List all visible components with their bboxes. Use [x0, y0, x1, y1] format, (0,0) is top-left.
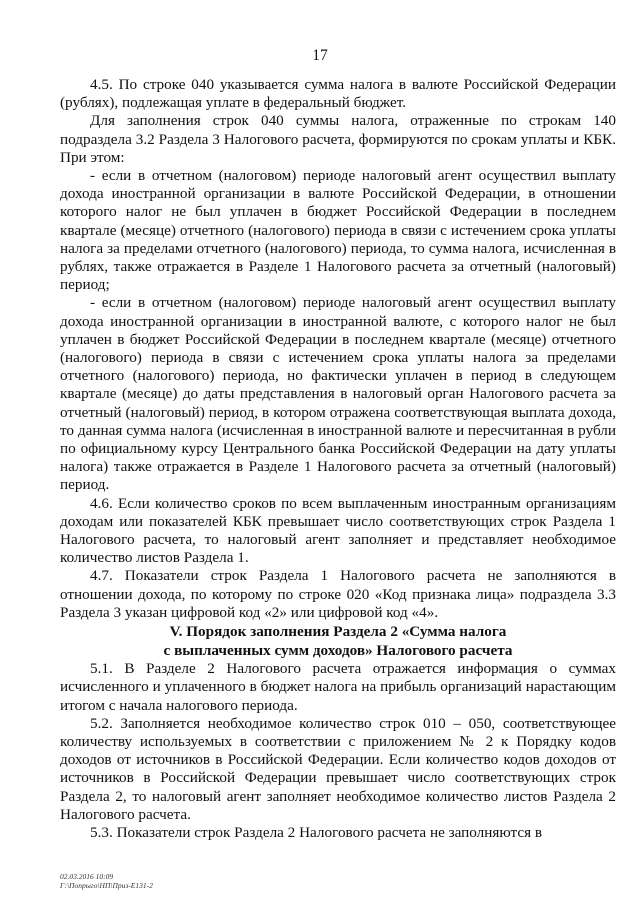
paragraph-4-6: 4.6. Если количество сроков по всем выплаченным иностранным организациям доходам или показателей КБК превышает число соответствующих строк Раздела 1 Налогового расчета, то налоговый агент заполняет и представляет необходимое количество листов Раздела 1.	[60, 494, 616, 567]
paragraph-foreign-currency-case: - если в отчетном (налоговом) периоде налоговый агент осуществил выплату дохода иностранной организации в иностранной валюте, с которого налог не был уплачен в бюджет Российской Федерации в последнем квартале (месяце) отчетного (налогового) периода в связи с истечением срока уплаты налога за пределами отчетного (налогового) периода, но фактически уплачен в период в следующем квартале (месяце) до даты представления в налоговый орган Налогового расчета за отчетный (налоговый) период, в котором отражена соответствующая выплата дохода, то данная сумма налога (исчисленная в иностранной валюте и пересчитанная в рубли по официальному курсу Центрального банка Российской Федерации на дату уплаты налога) также отражается в Разделе 1 Налогового расчета за отчетный (налоговый) период.	[60, 294, 616, 494]
paragraph-5-1: 5.1. В Разделе 2 Налогового расчета отражается информация о суммах исчисленного и уплаченного в бюджет налога на прибыль организаций нарастающим итогом с начала налогового периода.	[60, 660, 616, 714]
paragraph-4-7: 4.7. Показатели строк Раздела 1 Налогового расчета не заполняются в отношении дохода, по которому по строке 020 «Код признака лица» подраздела 3.3 Раздела 3 указан цифровой код «2» или цифровой код «4».	[60, 567, 616, 621]
footer-file-path: Г:\Попрыго\НП\Приз-Е131-2	[60, 881, 153, 890]
section-heading-line-1: V. Порядок заполнения Раздела 2 «Сумма налога	[169, 623, 507, 641]
paragraph-ruble-case: - если в отчетном (налоговом) периоде налоговый агент осуществил выплату дохода иностранной организации в валюте Российской Федерации, в отношении которого налог не был уплачен в бюджет Российской Федерации в последнем квартале (месяце) отчетного (налогового) периода в связи с истечением срока уплаты налога за пределами отчетного (налогового) периода, то сумма налога, исчисленная в рублях, также отражается в Разделе 1 Налогового расчета за отчетный (налоговый) период;	[60, 167, 616, 294]
paragraph-5-2: 5.2. Заполняется необходимое количество строк 010 – 050, соответствующее количеству используемых в соответствии с приложением № 2 к Порядку кодов доходов от источников в Российской Федерации. Если количество кодов доходов от источников в Российской Федерации превышает число соответствующих строк Раздела 2, то налоговый агент заполняет необходимое количество листов Раздела 2 Налогового расчета.	[60, 714, 616, 823]
section-heading-line-2: с выплаченных сумм доходов» Налогового расчета	[163, 642, 513, 660]
paragraph-040-intro: Для заполнения строк 040 суммы налога, отраженные по строкам 140 подраздела 3.2 Раздела 3 Налогового расчета, формируются по срокам уплаты и КБК. При этом:	[60, 112, 616, 166]
page-number: 17	[312, 47, 328, 64]
footer-file-info	[60, 872, 153, 890]
document-body	[60, 76, 616, 842]
paragraph-4-5: 4.5. По строке 040 указывается сумма налога в валюте Российской Федерации (рублях), подлежащая уплате в федеральный бюджет.	[60, 76, 616, 112]
section-heading	[60, 622, 616, 660]
footer-timestamp: 02.03.2016 10:09	[60, 872, 114, 881]
paragraph-5-3: 5.3. Показатели строк Раздела 2 Налогового расчета не заполняются в	[90, 823, 543, 841]
